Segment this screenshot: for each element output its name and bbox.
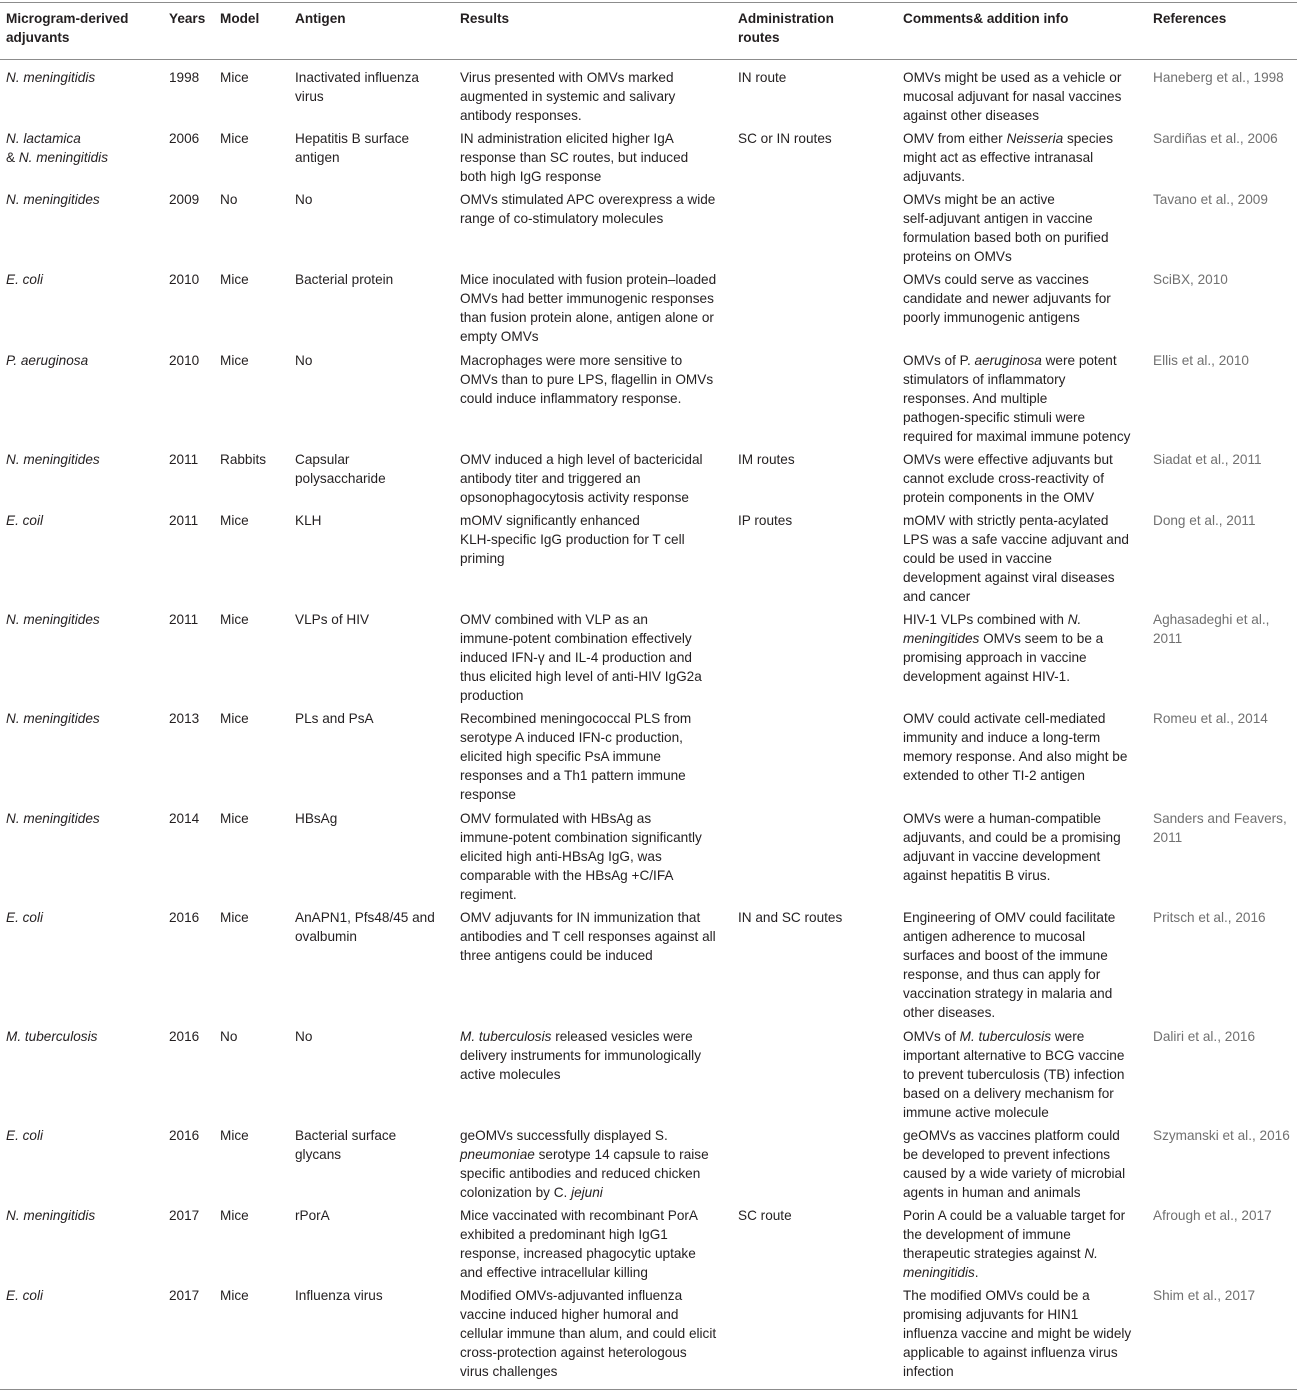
cell-reference: Pritsch et al., 2016 [1153, 910, 1266, 925]
cell-antigen: glycans [295, 1147, 342, 1162]
cell-comments: immunity and induce a long-term [903, 730, 1101, 745]
cell-model: Mice [220, 70, 249, 85]
cell-results: active molecules [460, 1067, 561, 1082]
cell-results: regiment. [460, 887, 517, 902]
cell-comments: caused by a wide variety of microbial [903, 1166, 1126, 1181]
cell-results: immune-potent combination significantly [460, 830, 702, 845]
cell-reference: Daliri et al., 2016 [1153, 1029, 1256, 1044]
cell-comments: OMVs might be an active [903, 192, 1055, 207]
cell-comments: vaccination strategy in malaria and [903, 986, 1113, 1001]
cell-comments: OMVs might be used as a vehicle or [903, 70, 1122, 85]
cell-comments: the development of immune [903, 1227, 1071, 1242]
cell-results: priming [460, 551, 505, 566]
cell-results: range of co-stimulatory molecules [460, 211, 664, 226]
cell-antigen: polysaccharide [295, 471, 386, 486]
cell-results: production [460, 688, 524, 703]
cell-results: Macrophages were more sensitive to [460, 353, 683, 368]
cell-routes: IM routes [738, 452, 795, 467]
cell-model: Mice [220, 910, 249, 925]
cell-antigen: Influenza virus [295, 1288, 383, 1303]
cell-comments: adjuvants. [903, 169, 965, 184]
cell-results: and effective intracellular killing [460, 1265, 648, 1280]
cell-adjuvant: E. coli [6, 1128, 44, 1143]
cell-model: No [220, 192, 238, 207]
cell-adjuvant: N. meningitides [6, 711, 100, 726]
cell-model: Mice [220, 711, 249, 726]
column-header-routes: Administration [738, 11, 834, 26]
cell-adjuvant: & N. meningitidis [6, 150, 108, 165]
cell-results: OMVs had better immunogenic responses [460, 291, 714, 306]
cell-results: specific antibodies and reduced chicken [460, 1166, 701, 1181]
cell-results: OMVs stimulated APC overexpress a wide [460, 192, 716, 207]
cell-year: 2016 [169, 1128, 200, 1143]
cell-comments: self-adjuvant antigen in vaccine [903, 211, 1093, 226]
column-header-adjuvant: Microgram-derived [6, 11, 129, 26]
cell-comments: OMVs of M. tuberculosis were [903, 1029, 1085, 1044]
column-header-routes: routes [738, 30, 780, 45]
cell-antigen: VLPs of HIV [295, 612, 370, 627]
cell-routes: IN route [738, 70, 787, 85]
cell-reference: Siadat et al., 2011 [1153, 452, 1262, 467]
cell-comments: therapeutic strategies against N. [903, 1246, 1098, 1261]
cell-adjuvant: N. meningitides [6, 612, 100, 627]
cell-comments: adjuvants, and could be a promising [903, 830, 1121, 845]
column-header-years: Years [169, 11, 206, 26]
cell-results: elicited high anti-HBsAg IgG, was [460, 849, 662, 864]
cell-results: exhibited a predominant high IgG1 [460, 1227, 668, 1242]
cell-results: antibody titer and triggered an [460, 471, 641, 486]
cell-year: 2017 [169, 1288, 200, 1303]
cell-results: augmented in systemic and salivary [460, 89, 676, 104]
cell-results: Recombined meningococcal PLS from [460, 711, 692, 726]
cell-results: vaccine induced higher humoral and [460, 1307, 679, 1322]
cell-comments: proteins on OMVs [903, 249, 1012, 264]
cell-comments: formulation based both on purified [903, 230, 1109, 245]
cell-year: 2011 [169, 452, 199, 467]
cell-results: opsonophagocytosis activity response [460, 490, 689, 505]
cell-results: could induce inflammatory response. [460, 391, 682, 406]
cell-comments: response, and thus can apply for [903, 967, 1101, 982]
cell-routes: IN and SC routes [738, 910, 843, 925]
cell-results: antibodies and T cell responses against all [460, 929, 716, 944]
cell-comments: cannot exclude cross-reactivity of [903, 471, 1104, 486]
cell-year: 2010 [169, 272, 200, 287]
cell-adjuvant: N. lactamica [6, 131, 81, 146]
cell-reference: Dong et al., 2011 [1153, 513, 1256, 528]
cell-results: colonization by C. jejuni [460, 1185, 603, 1200]
cell-antigen: Bacterial protein [295, 272, 394, 287]
cell-comments: and cancer [903, 589, 971, 604]
cell-comments: responses. And multiple [903, 391, 1048, 406]
cell-adjuvant: N. meningitides [6, 452, 100, 467]
cell-results: OMV combined with VLP as an [460, 612, 648, 627]
cell-reference: 2011 [1153, 830, 1183, 845]
cell-comments: LPS was a safe vaccine adjuvant and [903, 532, 1129, 547]
cell-comments: promising approach in vaccine [903, 650, 1087, 665]
cell-reference: Romeu et al., 2014 [1153, 711, 1268, 726]
cell-year: 2011 [169, 513, 199, 528]
cell-year: 2017 [169, 1208, 200, 1223]
cell-results: three antigens could be induced [460, 948, 653, 963]
cell-comments: antigen adherence to mucosal [903, 929, 1086, 944]
cell-reference: Sanders and Feavers, [1153, 811, 1287, 826]
column-header-references: References [1153, 11, 1227, 26]
cell-comments: influenza vaccine and might be widely [903, 1326, 1132, 1341]
cell-comments: OMVs were effective adjuvants but [903, 452, 1113, 467]
cell-antigen: No [295, 353, 313, 368]
cell-results: Modified OMVs-adjuvanted influenza [460, 1288, 683, 1303]
cell-reference: Sardiñas et al., 2006 [1153, 131, 1278, 146]
cell-results: comparable with the HBsAg +C/IFA [460, 868, 674, 883]
cell-antigen: Bacterial surface [295, 1128, 397, 1143]
cell-results: OMV adjuvants for IN immunization that [460, 910, 701, 925]
cell-adjuvant: N. meningitides [6, 811, 100, 826]
cell-results: response than SC routes, but induced [460, 150, 689, 165]
cell-model: Mice [220, 1208, 249, 1223]
cell-model: Mice [220, 272, 249, 287]
column-header-comments: Comments& addition info [903, 11, 1069, 26]
cell-reference: Aghasadeghi et al., [1153, 612, 1270, 627]
cell-comments: stimulators of inflammatory [903, 372, 1066, 387]
cell-comments: required for maximal immune potency [903, 429, 1131, 444]
cell-results: virus challenges [460, 1364, 558, 1379]
cell-adjuvant: N. meningitidis [6, 70, 96, 85]
cell-comments: Engineering of OMV could facilitate [903, 910, 1116, 925]
cell-results: both high IgG response [460, 169, 602, 184]
cell-year: 2013 [169, 711, 200, 726]
cell-results: Mice inoculated with fusion protein–loaded [460, 272, 717, 287]
cell-comments: against other diseases [903, 108, 1040, 123]
cell-comments: memory response. And also might be [903, 749, 1128, 764]
cell-results: Mice vaccinated with recombinant PorA [460, 1208, 698, 1223]
cell-reference: Shim et al., 2017 [1153, 1288, 1256, 1303]
cell-antigen: PLs and PsA [295, 711, 374, 726]
cell-comments: agents in human and animals [903, 1185, 1081, 1200]
cell-year: 2010 [169, 353, 200, 368]
cell-comments: The modified OMVs could be a [903, 1288, 1090, 1303]
cell-comments: surfaces and boost of the immune [903, 948, 1108, 963]
cell-comments: OMV could activate cell-mediated [903, 711, 1106, 726]
cell-antigen: HBsAg [295, 811, 338, 826]
cell-comments: based on a delivery mechanism for [903, 1086, 1114, 1101]
cell-antigen: AnAPN1, Pfs48/45 and [295, 910, 435, 925]
cell-results: Virus presented with OMVs marked [460, 70, 674, 85]
column-header-results: Results [460, 11, 510, 26]
cell-results: geOMVs successfully displayed S. [460, 1128, 668, 1143]
cell-antigen: virus [295, 89, 324, 104]
cell-routes: SC route [738, 1208, 792, 1223]
cell-results: empty OMVs [460, 329, 539, 344]
cell-routes: IP routes [738, 513, 793, 528]
cell-comments: infection [903, 1364, 954, 1379]
cell-antigen: ovalbumin [295, 929, 357, 944]
cell-results: antibody responses. [460, 108, 582, 123]
cell-antigen: Hepatitis B surface [295, 131, 410, 146]
cell-comments: could be used in vaccine [903, 551, 1052, 566]
cell-year: 2009 [169, 192, 200, 207]
cell-reference: 2011 [1153, 631, 1183, 646]
cell-comments: meningitides OMVs seem to be a [903, 631, 1104, 646]
cell-antigen: No [295, 192, 313, 207]
cell-results: cellular immune than alum, and could elicit [460, 1326, 717, 1341]
cell-comments: candidate and newer adjuvants for [903, 291, 1111, 306]
cell-comments: applicable to against influenza virus [903, 1345, 1118, 1360]
cell-comments: development against HIV-1. [903, 669, 1071, 684]
cell-results: serotype A induced IFN-c production, [460, 730, 683, 745]
cell-routes: SC or IN routes [738, 131, 832, 146]
cell-year: 2016 [169, 1029, 200, 1044]
cell-model: Mice [220, 131, 249, 146]
cell-model: Mice [220, 513, 249, 528]
cell-comments: to prevent tuberculosis (TB) infection [903, 1067, 1125, 1082]
cell-comments: OMV from either Neisseria species [903, 131, 1114, 146]
cell-model: Rabbits [220, 452, 267, 467]
cell-comments: poorly immunogenic antigens [903, 310, 1080, 325]
cell-results: elicited high specific PsA immune [460, 749, 661, 764]
cell-adjuvant: N. meningitides [6, 192, 100, 207]
cell-comments: OMVs were a human-compatible [903, 811, 1101, 826]
cell-comments: other diseases. [903, 1005, 996, 1020]
cell-year: 2011 [169, 612, 199, 627]
cell-comments: extended to other TI-2 antigen [903, 768, 1085, 783]
cell-model: No [220, 1029, 238, 1044]
cell-results: thus elicited high level of anti-HIV IgG2a [460, 669, 702, 684]
cell-results: immune-potent combination effectively [460, 631, 692, 646]
cell-results: OMV induced a high level of bactericidal [460, 452, 703, 467]
cell-comments: be developed to prevent infections [903, 1147, 1111, 1162]
cell-model: Mice [220, 1288, 249, 1303]
cell-model: Mice [220, 1128, 249, 1143]
column-header-model: Model [220, 11, 260, 26]
cell-results: response, increased phagocytic uptake [460, 1246, 696, 1261]
cell-comments: pathogen-specific stimuli were [903, 410, 1086, 425]
cell-model: Mice [220, 612, 249, 627]
cell-comments: immune active molecule [903, 1105, 1049, 1120]
table-header-rule [0, 59, 1297, 60]
table-bottom-rule [0, 1389, 1297, 1390]
cell-model: Mice [220, 811, 249, 826]
cell-reference: Tavano et al., 2009 [1153, 192, 1268, 207]
cell-results: KLH-specific IgG production for T cell [460, 532, 685, 547]
cell-comments: promising adjuvants for HIN1 [903, 1307, 1079, 1322]
cell-comments: against hepatitis B virus. [903, 868, 1051, 883]
cell-adjuvant: P. aeruginosa [6, 353, 89, 368]
cell-comments: geOMVs as vaccines platform could [903, 1128, 1120, 1143]
cell-antigen: Capsular [295, 452, 350, 467]
cell-year: 2016 [169, 910, 200, 925]
cell-results: pneumoniae serotype 14 capsule to raise [460, 1147, 709, 1162]
cell-antigen: No [295, 1029, 313, 1044]
cell-results: responses and a Th1 pattern immune [460, 768, 686, 783]
column-header-adjuvant: adjuvants [6, 30, 70, 45]
cell-comments: mucosal adjuvant for nasal vaccines [903, 89, 1122, 104]
cell-comments: OMVs could serve as vaccines [903, 272, 1089, 287]
cell-adjuvant: M. tuberculosis [6, 1029, 98, 1044]
cell-results: delivery instruments for immunologically [460, 1048, 701, 1063]
cell-comments: mOMV with strictly penta-acylated [903, 513, 1109, 528]
cell-adjuvant: E. coli [6, 910, 44, 925]
cell-comments: meningitidis. [903, 1265, 979, 1280]
cell-year: 2006 [169, 131, 200, 146]
cell-year: 2014 [169, 811, 200, 826]
cell-year: 1998 [169, 70, 200, 85]
cell-reference: SciBX, 2010 [1153, 272, 1228, 287]
cell-adjuvant: E. coli [6, 272, 44, 287]
cell-reference: Afrough et al., 2017 [1153, 1208, 1272, 1223]
cell-comments: development against viral diseases [903, 570, 1115, 585]
cell-results: cross-protection against heterologous [460, 1345, 687, 1360]
column-header-antigen: Antigen [295, 11, 346, 26]
cell-comments: protein components in the OMV [903, 490, 1095, 505]
cell-adjuvant: E. coil [6, 513, 44, 528]
cell-reference: Haneberg et al., 1998 [1153, 70, 1284, 85]
cell-antigen: Inactivated influenza [295, 70, 419, 85]
cell-results: induced IFN-γ and IL-4 production and [460, 650, 692, 665]
cell-comments: important alternative to BCG vaccine [903, 1048, 1125, 1063]
cell-results: than fusion protein alone, antigen alone or [460, 310, 714, 325]
cell-comments: adjuvant in vaccine development [903, 849, 1101, 864]
cell-results: response [460, 787, 516, 802]
table-top-rule [0, 2, 1297, 3]
cell-comments: Porin A could be a valuable target for [903, 1208, 1126, 1223]
cell-reference: Ellis et al., 2010 [1153, 353, 1249, 368]
cell-comments: HIV-1 VLPs combined with N. [903, 612, 1082, 627]
cell-antigen: rPorA [295, 1208, 330, 1223]
cell-adjuvant: N. meningitidis [6, 1208, 96, 1223]
cell-model: Mice [220, 353, 249, 368]
cell-results: mOMV significantly enhanced [460, 513, 640, 528]
cell-adjuvant: E. coli [6, 1288, 44, 1303]
cell-results: M. tuberculosis released vesicles were [460, 1029, 693, 1044]
cell-reference: Szymanski et al., 2016 [1153, 1128, 1290, 1143]
cell-comments: OMVs of P. aeruginosa were potent [903, 353, 1117, 368]
cell-antigen: antigen [295, 150, 340, 165]
cell-results: OMVs than to pure LPS, flagellin in OMVs [460, 372, 714, 387]
cell-results: OMV formulated with HBsAg as [460, 811, 652, 826]
cell-results: IN administration elicited higher IgA [460, 131, 674, 146]
cell-comments: might act as effective intranasal [903, 150, 1094, 165]
cell-antigen: KLH [295, 513, 322, 528]
